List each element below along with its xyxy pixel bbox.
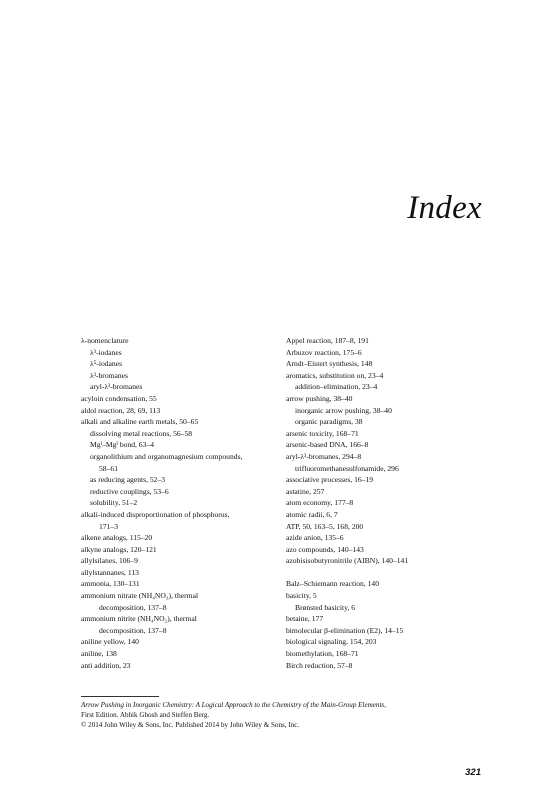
index-entry: atomic radii, 6, 7 (286, 509, 338, 519)
index-entry: azide anion, 135–6 (286, 533, 344, 543)
index-entry: 171–3 (99, 521, 118, 531)
index-entry: Birch reduction, 57–8 (286, 660, 353, 670)
book-title: Arrow Pushing in Inorganic Chemistry: A Logical Approach to the Chemistry of the Main-Group Elements, (81, 701, 386, 709)
index-gap (286, 567, 491, 579)
page-title: Index (407, 190, 482, 226)
index-entry: aryl-λ³-bromanes, 294–8 (286, 451, 362, 461)
index-entry: ATP, 50, 163–5, 168, 200 (286, 521, 364, 531)
copyright-footer (81, 700, 481, 730)
index-entry: aldol reaction, 28, 69, 113 (81, 405, 161, 415)
index-entry: aromatics, substitution on, 23–4 (286, 370, 384, 380)
index-entry: biological signaling, 154, 203 (286, 637, 377, 647)
index-entry: as reducing agents, 52–3 (90, 475, 166, 485)
index-entry: organolithium and organomagnesium compounds, (90, 451, 243, 461)
index-entry: Brønsted basicity, 6 (295, 602, 356, 612)
index-entry: solubility, 51–2 (90, 498, 138, 508)
index-entry: bimolecular β-elimination (E2), 14–15 (286, 625, 404, 635)
index-entry: arrow pushing, 38–40 (286, 393, 353, 403)
copyright-line: © 2014 John Wiley & Sons, Inc. Published 2014 by John Wiley & Sons, Inc. (81, 721, 300, 729)
index-entry: alkali and alkaline earth metals, 50–65 (81, 417, 199, 427)
index-entry: azo compounds, 140–143 (286, 544, 364, 554)
index-entry: trifluoromethanesulfonamide, 296 (295, 463, 399, 473)
index-entry: allylsilanes, 106–9 (81, 556, 138, 566)
footnote-rule (81, 696, 159, 697)
edition-authors: First Edition. Abhik Ghosh and Steffen Berg. (81, 711, 210, 719)
index-entry: Balz–Schiemann reaction, 140 (286, 579, 379, 589)
index-column-left (81, 335, 286, 671)
index-entry: Arndt–Eistert synthesis, 148 (286, 359, 373, 369)
index-entry: ammonium nitrite (NH₄NO₂), thermal (81, 614, 197, 624)
index-entry: alkyne analogs, 120–121 (81, 544, 157, 554)
index-column-right (286, 335, 491, 671)
index-entry: alkene analogs, 115–20 (81, 533, 153, 543)
index-entry: acyloin condensation, 55 (81, 393, 157, 403)
index-entry: astatine, 257 (286, 486, 325, 496)
page-number: 321 (465, 767, 481, 778)
index-entry: atom economy, 177–8 (286, 498, 354, 508)
index-entry: aniline yellow, 140 (81, 637, 139, 647)
index-entry: azobisisobutyronitrile (AIBN), 140–141 (286, 556, 409, 566)
index-entry: arsenic toxicity, 168–71 (286, 428, 359, 438)
index-entry: ammonium nitrate (NH₄NO₃), thermal (81, 591, 199, 601)
index-entry: basicity, 5 (286, 591, 317, 601)
index-entry: addition–elimination, 23–4 (295, 382, 378, 392)
index-entry: associative processes, 16–19 (286, 475, 374, 485)
index-entry: organic paradigms, 38 (295, 417, 363, 427)
index-entry: reductive couplings, 53–6 (90, 486, 169, 496)
index-entry: aryl-λ³-bromanes (90, 382, 143, 392)
index-entry: 58–61 (99, 463, 118, 473)
index-entry: λ⁵-iodanes (90, 359, 123, 369)
index-entry: alkali-induced disproportionation of phosphorus, (81, 509, 230, 519)
index-entry: anti addition, 23 (81, 660, 131, 670)
index-entry: betaine, 177 (286, 614, 324, 624)
index-entry: aniline, 138 (81, 649, 117, 659)
index-entry: λ-nomenclature (81, 336, 129, 345)
index-entry: λ³-bromanes (90, 370, 129, 380)
index-entry: allylstannanes, 113 (81, 567, 139, 577)
index-entry: λ³-iodanes (90, 347, 122, 357)
index-entry: decomposition, 137–8 (99, 602, 167, 612)
index-entry: biomethylation, 168–71 (286, 649, 359, 659)
index-entry: arsenic-based DNA, 166–8 (286, 440, 369, 450)
index-entry: decomposition, 137–8 (99, 625, 167, 635)
index-entry: dissolving metal reactions, 56–58 (90, 428, 193, 438)
index-entry: Mgᴵ–Mgᴵ bond, 63–4 (90, 440, 154, 450)
index-entry: ammonia, 130–131 (81, 579, 140, 589)
index-entry: Appel reaction, 187–8, 191 (286, 336, 369, 345)
index-entry: inorganic arrow pushing, 38–40 (295, 405, 392, 415)
index-entry: Arbuzov reaction, 175–6 (286, 347, 362, 357)
